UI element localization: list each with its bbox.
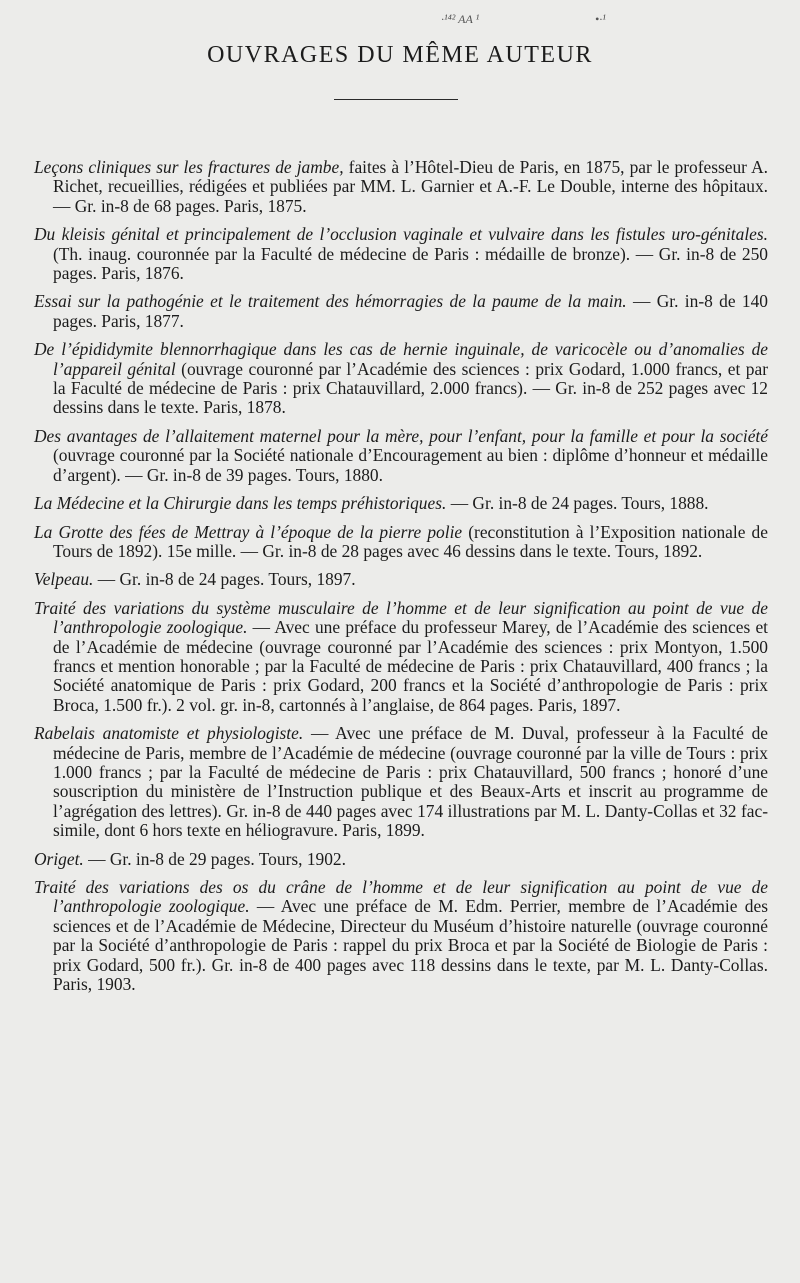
work-details: — Avec une préface de M. Edm. Perrier, membre de l’Académie des sciences et de l’Académie de Médecine, Directeur du Muséum d’histoire naturelle (ouvrage couronné par la Société d’anthropologie de Paris : rappel du prix Broca et par la Société de Biologie de Paris : prix Godard, 500 fr.). Gr. in-8 de 400 pages avec 118 dessins dans le texte, par M. L. Danty-Collas. Paris, 1903.	[53, 896, 768, 995]
work-title: Velpeau.	[34, 569, 94, 590]
work-details: — Gr. in-8 de 24 pages. Tours, 1888.	[446, 493, 709, 514]
bibliography-entry	[34, 494, 768, 513]
bibliography-entry	[34, 599, 768, 715]
bibliography-entry	[34, 292, 768, 331]
work-details: (reconstitution à l’Exposition nationale de Tours de 1892). 15e mille. — Gr. in-8 de 28 pages avec 46 dessins dans le texte. Tours, 1892.	[53, 521, 768, 561]
work-details: (Th. inaug. couronnée par la Faculté de médecine de Paris : médaille de bronze). — Gr. in-8 de 250 pages. Paris, 1876.	[53, 243, 768, 284]
work-title: Traité des variations du système musculaire de l’homme et de leur signification au point de vue de l’anthropologie zoologique.	[34, 597, 768, 638]
work-details: faites à l’Hôtel-Dieu de Paris, en 1875, par le professeur A. Richet, recueillies, rédigées et publiées par MM. L. Garnier et A.-F. Le Double, interne des hôpitaux. — Gr. in-8 de 68 pages. Paris, 1875.	[53, 157, 769, 216]
scan-annotation-left: ·¹⁴² AA ¹	[441, 12, 480, 26]
work-details: — Avec une préface de M. Duval, professeur à la Faculté de médecine de Paris, membre de l’Académie de médecine (ouvrage couronné par la ville de Tours : prix 1.000 francs ; par la Faculté de médecine de Paris : prix Chatauvillard, 500 francs ; honoré d’une souscription du ministère de l’Instruction publique et des Beaux-Arts et inscrit au programme de l’agrégation des lettres). Gr. in-8 de 440 pages avec 174 illustrations par M. L. Danty-Collas et 32 fac-simile, dont 6 hors texte en héliogravure. Paris, 1899.	[53, 723, 768, 841]
bibliography-entry	[34, 724, 768, 840]
work-title: La Grotte des fées de Mettray à l’époque de la pierre polie	[34, 521, 463, 542]
work-title: Des avantages de l’allaitement maternel pour la mère, pour l’enfant, pour la famille et pour la société	[34, 425, 768, 446]
bibliography-entry	[34, 225, 768, 283]
work-title: Traité des variations des os du crâne de l’homme et de leur signification au point de vue de l’anthropologie zoologique.	[34, 877, 768, 917]
work-title: La Médecine et la Chirurgie dans les temps préhistoriques.	[34, 493, 447, 514]
bibliography-entry	[34, 570, 768, 589]
work-title: Essai sur la pathogénie et le traitement des hémorragies de la paume de la main.	[34, 291, 627, 312]
work-title: Leçons cliniques sur les fractures de jambe,	[34, 157, 344, 177]
bibliography-entry	[34, 340, 768, 418]
work-details: (ouvrage couronné par l’Académie des sciences : prix Godard, 1.000 francs, et par la Faculté de médecine de Paris : prix Chatauvillard, 2.000 francs). — Gr. in-8 de 252 pages avec 12 dessins dans le texte. Paris, 1878.	[53, 358, 768, 418]
title-divider	[334, 99, 458, 100]
bibliography-entry	[34, 850, 768, 869]
bibliography-list	[34, 158, 768, 1003]
work-title: De l’épididymite blennorrhagique dans les cas de hernie inguinale, de varicocèle ou d’anomalies de l’appareil génital	[34, 339, 768, 379]
page-title: OUVRAGES DU MÊME AUTEUR	[207, 42, 593, 68]
bibliography-entry	[34, 523, 768, 562]
work-title: Rabelais anatomiste et physiologiste.	[34, 723, 304, 744]
work-title: Origet.	[34, 848, 84, 869]
work-details: (ouvrage couronné par la Société nationale d’Encouragement au bien : diplôme d’honneur et médaille d’argent). — Gr. in-8 de 39 pages. Tours, 1880.	[53, 445, 768, 485]
work-title: Du kleisis génital et principalement de l’occlusion vaginale et vulvaire dans les fistules uro-génitales.	[34, 224, 768, 245]
work-details: — Avec une préface du professeur Marey, de l’Académie des sciences et de l’Académie de médecine (ouvrage couronné par l’Académie des sciences : prix Montyon, 1.500 francs et mention honorable ; par la Faculté de médecine de Paris : prix Chatauvillard, 400 francs ; la Société anatomique de Paris : prix Godard, 200 francs et la Société d’anthropologie de Paris : prix Broca, 1.500 fr.). 2 vol. gr. in-8, cartonnés à l’anglaise, de 864 pages. Paris, 1897.	[53, 617, 768, 715]
work-details: — Gr. in-8 de 24 pages. Tours, 1897.	[93, 569, 356, 590]
work-details: — Gr. in-8 de 140 pages. Paris, 1877.	[53, 291, 768, 331]
bibliography-entry	[34, 158, 768, 216]
scan-annotation-right: •·¹	[595, 12, 606, 26]
bibliography-entry	[34, 878, 768, 994]
work-details: — Gr. in-8 de 29 pages. Tours, 1902.	[83, 848, 346, 869]
bibliography-entry	[34, 427, 768, 485]
